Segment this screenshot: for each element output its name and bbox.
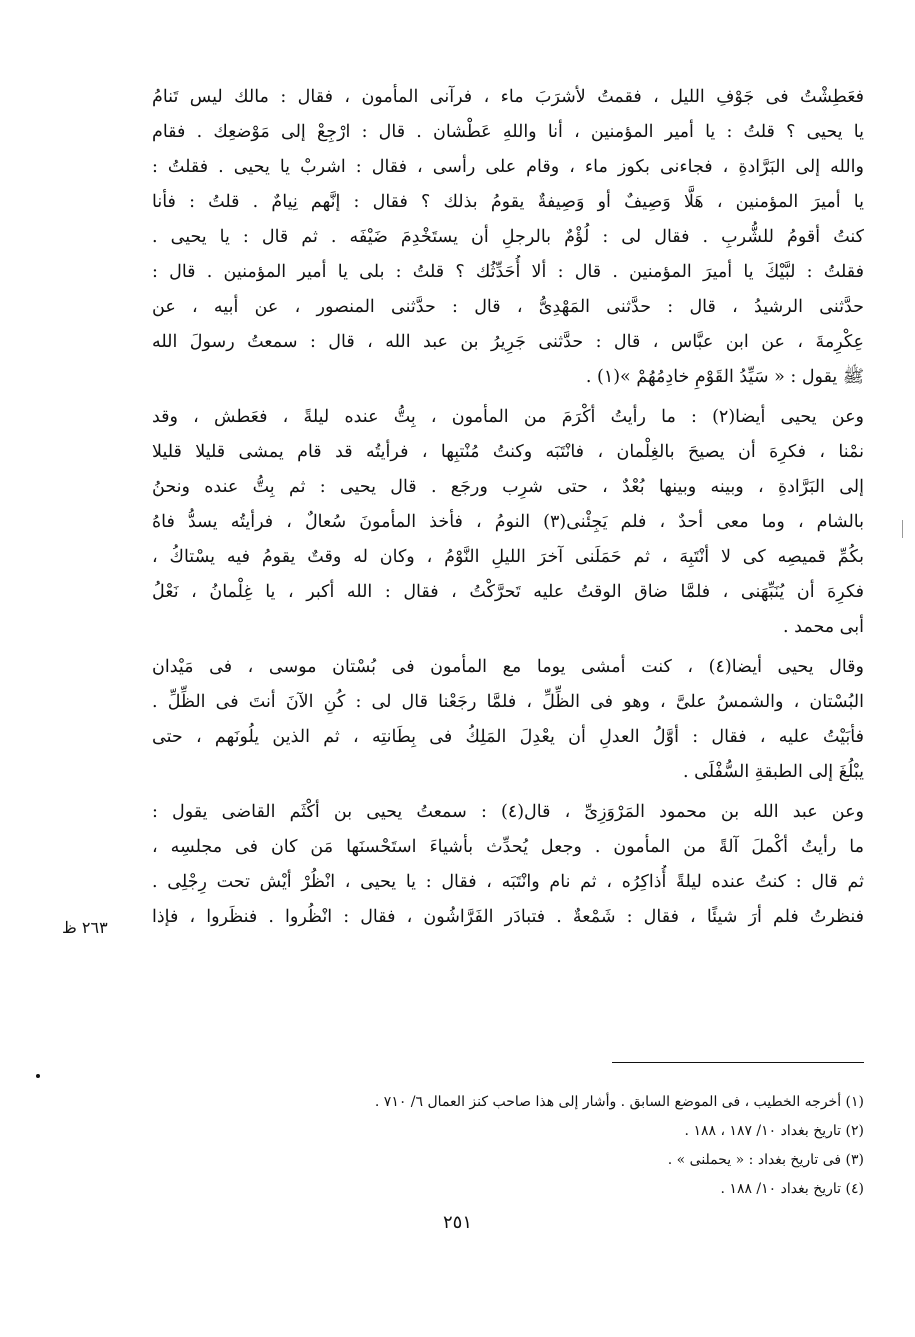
paragraph-1 (152, 80, 864, 395)
text-line: حدَّثنى الرشيدُ ، قال : حدَّثنى المَهْدِىُّ ، قال : حدَّثنى المنصور ، عن أبيه ، عن (152, 297, 864, 317)
text-line: كنتُ أقومُ للشُّربِ . فقال لى : لُؤْمٌ بالرجلِ أن يستَخْدِمَ ضَيْفَه . ثم قال : يا يحيى . (152, 227, 864, 247)
paragraph-3 (152, 650, 864, 790)
text-line: بكُمِّ قميصِه كى لا أنْتَبِهَ ، ثم حَمَلَنى آخرَ الليلِ النَّوْمُ ، وكان له وقتٌ يقومُ فيه يسْتاكُ ، (152, 547, 864, 567)
footnote: (٢) تاريخ بغداد ١٠/ ١٨٧ ، ١٨٨ . (684, 1123, 864, 1139)
footnotes (240, 1088, 864, 1204)
text-line: أبى محمد . (783, 617, 864, 637)
footnote: (٣) فى تاريخ بغداد : « يحملنى » . (667, 1152, 864, 1168)
text-line: وقال يحيى أيضا(٤) ، كنت أمشى يوما مع المأمون فى بُسْتان موسى ، فى مَيْدان (152, 657, 864, 677)
text-line: وعن يحيى أيضا(٢) : ما رأيتُ أكْرَمَ من المأمون ، بِتُّ عنده ليلةً ، فعَطش ، وقد (152, 407, 864, 427)
page-number: ٢٥١ (442, 1212, 472, 1233)
paragraph-2 (152, 400, 864, 645)
text-line: عِكْرِمةَ ، عن ابن عبَّاس ، قال : حدَّثنى جَرِيرُ بن عبد الله ، قال : سمعتُ رسولَ الله (152, 332, 864, 352)
text-line: إلى البَرَّادةِ ، وبينه وبينها بُعْدٌ ، حتى شرِب ورجَع . قال يحيى : ثم بِتُّ عنده ونحنُ (152, 477, 864, 497)
text-line: فعَطِشْتُ فى جَوْفِ الليل ، فقمتُ لأشرَبَ ماء ، فرآنى المأمون ، فقال : مالك ليس تَنامُ (152, 87, 864, 107)
text-line: البُسْتان ، والشمسُ علىَّ ، وهو فى الظِّلِّ ، فلمَّا رجَعْنا قال لى : كُنِ الآنَ أنتَ فى الظِّلِّ . (152, 692, 864, 712)
text-line: فقلتُ : لبَّيْكَ يا أميرَ المؤمنين . قال : ألا أُحَدِّثُك ؟ قلتُ : بلى يا أمير المؤمنين . قال : (152, 262, 864, 282)
text-line: والله إلى البَرَّادةِ ، فجاءنى بكوز ماء ، وقام على رأسى ، فقال : اشربْ يا يحيى . فقلتُ : (152, 157, 864, 177)
text-line: ﷺ يقول : « سَيِّدُ القَوْمِ خادِمُهُمْ »(١) . (585, 367, 864, 387)
text-line: يبْلُغَ إلى الطبقةِ السُّفْلَى . (683, 762, 864, 782)
text-line: بالشام ، وما معى أحدٌ ، فلم يَجِئْنى(٣) النومُ ، فأخذ المأمونَ سُعالٌ ، فرأيتُه يسدُّ فاهُ (152, 512, 864, 532)
text-line: نمْنا ، فكرِهَ أن يصيحَ بالغِلْمان ، فانْتَبَه وكنتُ مُنْتبِها ، فرأيتُه قد قام يمشى قليلا قليلا (152, 442, 864, 462)
footnote: (١) أخرجه الخطيب ، فى الموضع السابق . وأشار إلى هذا صاحب كنز العمال ٦/ ٧١٠ . (374, 1094, 864, 1110)
text-line: وعن عبد الله بن محمود المَرْوَزِىِّ ، قال(٤) : سمعتُ يحيى بن أكْثَم القاضى يقول : (152, 802, 864, 822)
footnote: (٤) تاريخ بغداد ١٠/ ١٨٨ . (720, 1181, 864, 1197)
stray-dot (36, 1074, 40, 1078)
paragraph-4 (152, 795, 864, 935)
text-line: ثم قال : كنتُ عنده ليلةً أُذاكِرُه ، ثم نام وانْتَبَه ، فقال : يا يحيى ، انْظُرْ أيْش تحت رِجْلِى . (152, 872, 864, 892)
footnote-divider (612, 1062, 864, 1063)
text-line: يا يحيى ؟ قلتُ : يا أمير المؤمنين ، أنا واللهِ عَطْشان . قال : ارْجِعْ إلى مَوْضعِك . فقام (152, 122, 864, 142)
margin-mark (902, 520, 903, 538)
text-line: ما رأيتُ أكْملَ آلةً من المأمون . وجعل يُحدِّث بأشياءَ استَحْسنَها مَن كان فى مجلسِه ، (152, 837, 864, 857)
text-line: فكرِهَ أن يُنَبِّهَنى ، فلمَّا ضاق الوقتُ عليه تَحرَّكْتُ ، فقال : الله أكبر ، يا غِلْمانُ ، نَعْلُ (152, 582, 864, 602)
text-line: يا أميرَ المؤمنين ، هَلَّا وَصِيفٌ أو وَصِيفةٌ يقومُ بذلك ؟ فقال : إنَّهم نِيامٌ . قلتُ : فأنا (152, 192, 864, 212)
text-line: فأبَيْتُ عليه ، فقال : أوَّلُ العدلِ أن يعْدِلَ المَلِكُ فى بِطَانتِه ، ثم الذين يلُونَهم ، حتى (152, 727, 864, 747)
text-line: فنظرتُ فلم أرَ شيئًا ، فقال : شَمْعةٌ . فتبادَر الفَرَّاشُون ، فقال : انْظُروا . فنظَروا ، فإذا (152, 907, 864, 927)
main-text (152, 80, 864, 940)
margin-folio-note: ٢٦٣ ظ (62, 918, 108, 937)
